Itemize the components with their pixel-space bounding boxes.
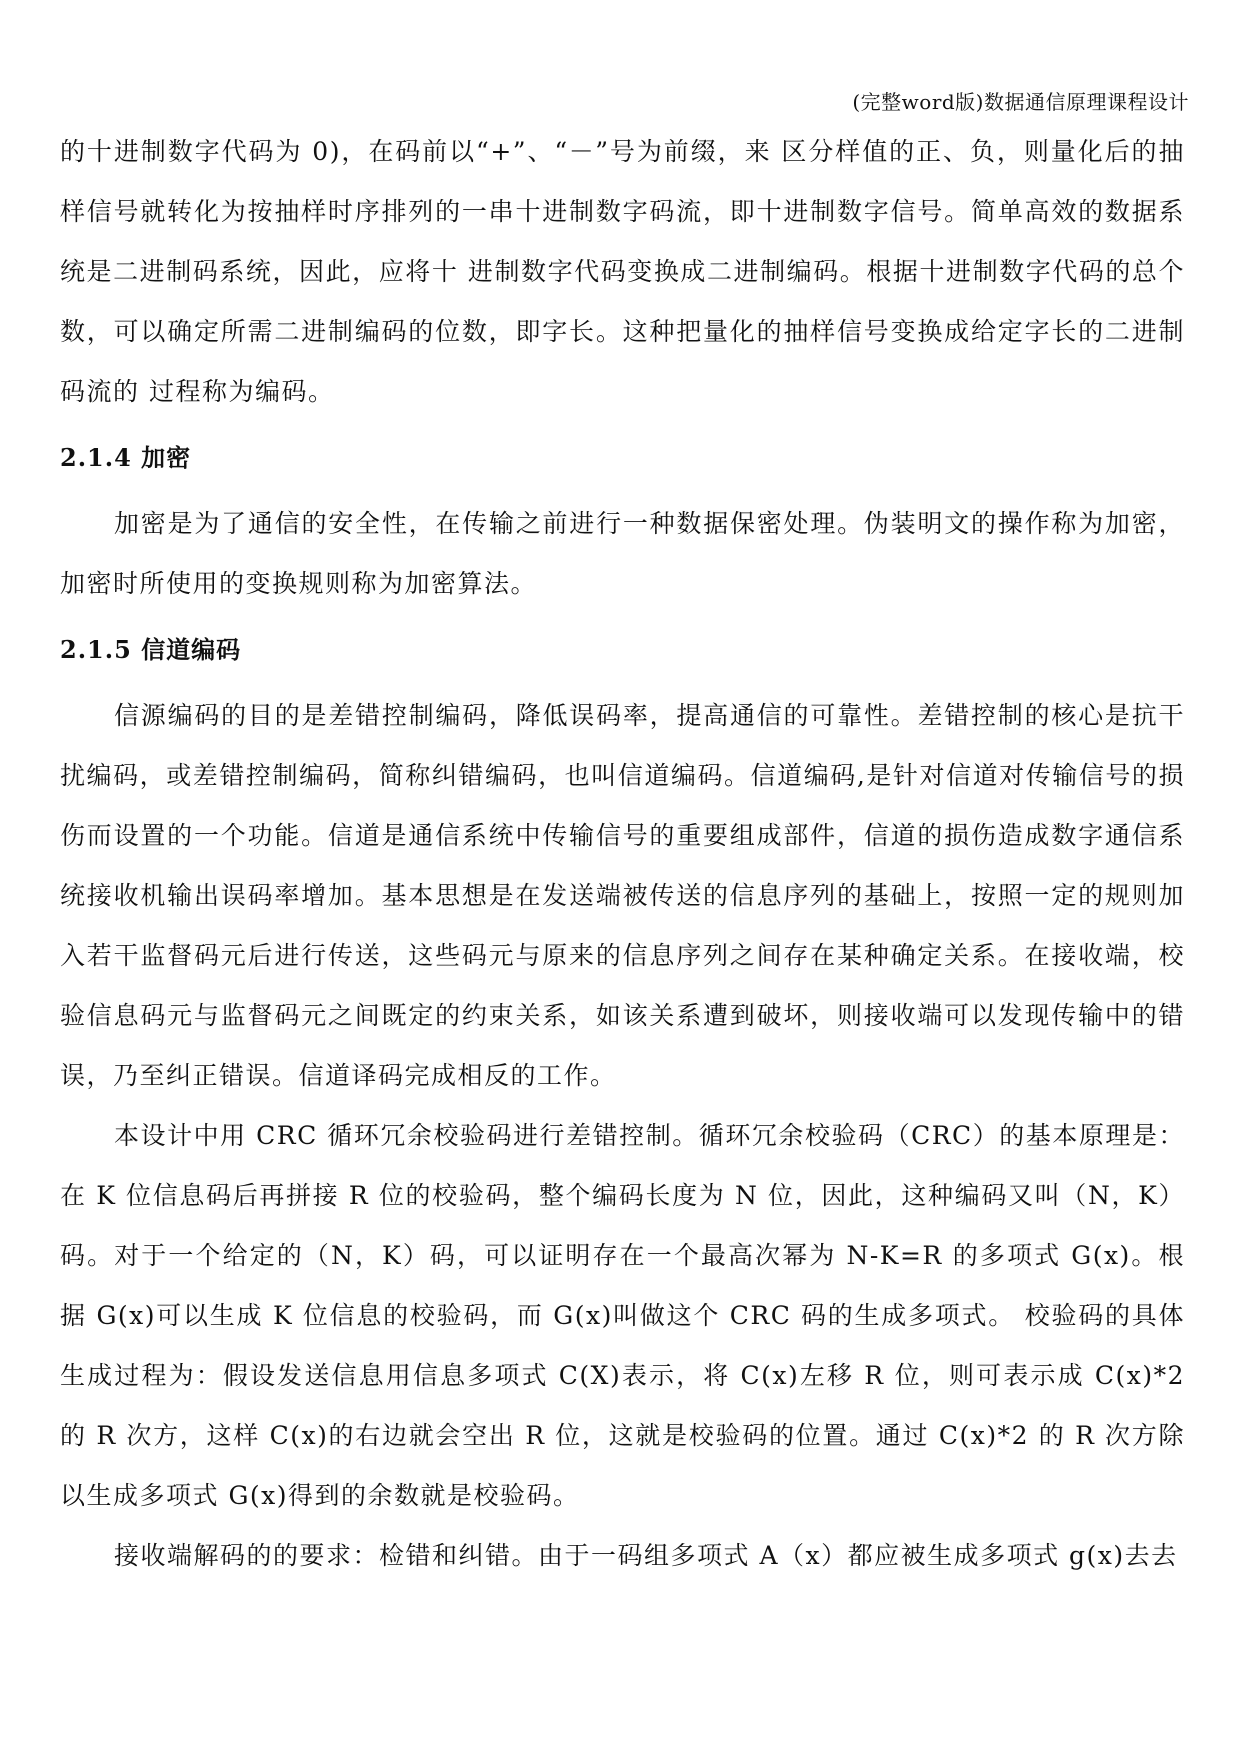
document-body (60, 122, 1185, 1586)
section-heading-encryption: 2.1.4 加密 (60, 443, 192, 472)
paragraph-encryption: 加密是为了通信的安全性，在传输之前进行一种数据保密处理。伪装明文的操作称为加密，加密时所使用的变换规则称为加密算法。 (60, 509, 1185, 598)
paragraph-decoding: 接收端解码的的要求：检错和纠错。由于一码组多项式 A（x）都应被生成多项式 g(x)去去 (114, 1541, 1178, 1570)
paragraph-channel-coding: 信源编码的目的是差错控制编码，降低误码率，提高通信的可靠性。差错控制的核心是抗干扰编码，或差错控制编码，简称纠错编码，也叫信道编码。信道编码,是针对信道对传输信号的损伤而设置的一个功能。信道是通信系统中传输信号的重要组成部件，信道的损伤造成数字通信系统接收机输出误码率增加。基本思想是在发送端被传送的信息序列的基础上，按照一定的规则加入若干监督码元后进行传送，这些码元与原来的信息序列之间存在某种确定关系。在接收端，校验信息码元与监督码元之间既定的约束关系，如该关系遭到破坏，则接收端可以发现传输中的错误，乃至纠正错误。信道译码完成相反的工作。 (60, 701, 1185, 1090)
paragraph-crc: 本设计中用 CRC 循环冗余校验码进行差错控制。循环冗余校验码（CRC）的基本原理是：在 K 位信息码后再拼接 R 位的校验码，整个编码长度为 N 位，因此，这种编码又叫（N，K）码。对于一个给定的（N，K）码，可以证明存在一个最高次幂为 N-K=R 的多项式 G(x)。根据 G(x)可以生成 K 位信息的校验码，而 G(x)叫做这个 CRC 码的生成多项式。 校验码的具体生成过程为：假设发送信息用信息多项式 C(X)表示，将 C(x)左移 R 位，则可表示成 C(x)*2 的 R 次方，这样 C(x)的右边就会空出 R 位，这就是校验码的位置。通过 C(x)*2 的 R 次方除以生成多项式 G(x)得到的余数就是校验码。 (60, 1121, 1185, 1510)
paragraph-encoding-intro: 的十进制数字代码为 0)，在码前以“+”、“－”号为前缀，来 区分样值的正、负，则量化后的抽样信号就转化为按抽样时序排列的一串十进制数字码流，即十进制数字信号。简单高效的数据系统是二进制码系统，因此，应将十 进制数字代码变换成二进制编码。根据十进制数字代码的总个数，可以确定所需二进制编码的位数，即字长。这种把量化的抽样信号变换成给定字长的二进制码流的 过程称为编码。 (60, 137, 1185, 406)
section-heading-channel-coding: 2.1.5 信道编码 (60, 635, 242, 664)
running-header: (完整word版)数据通信原理课程设计 (852, 90, 1189, 114)
